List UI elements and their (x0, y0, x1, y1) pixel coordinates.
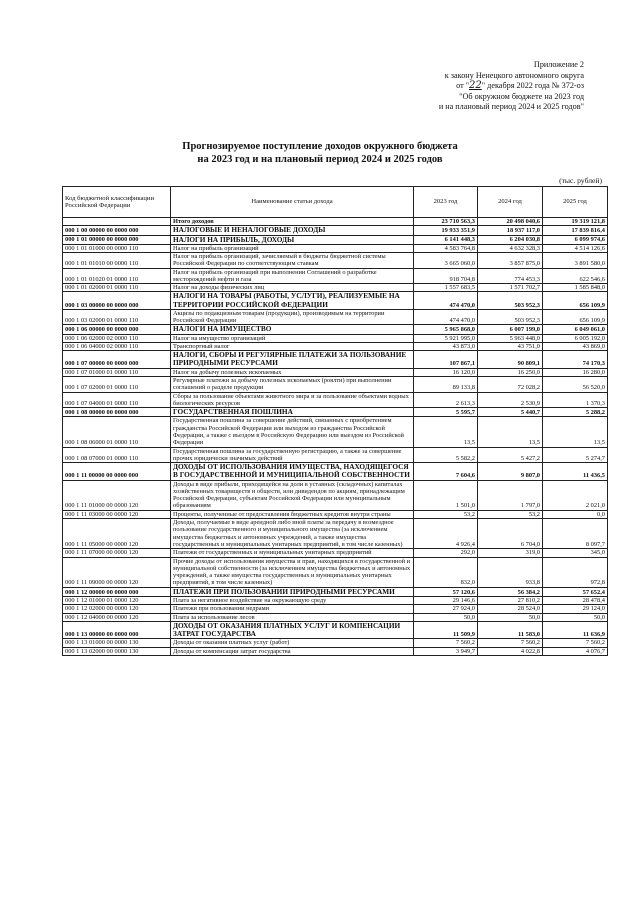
value-2023-cell: 5 582,2 (414, 447, 478, 463)
name-cell: Плата за негативное воздействие на окружающую среду (171, 596, 414, 604)
table-row (63, 621, 608, 638)
code-cell: 000 1 03 02000 01 0000 110 (63, 309, 171, 325)
value-2023-cell: 5 921 995,0 (414, 334, 478, 342)
name-cell: НАЛОГИ НА ИМУЩЕСТВО (171, 325, 414, 334)
name-cell: НАЛОГИ НА ПРИБЫЛЬ, ДОХОДЫ (171, 235, 414, 244)
value-2023-cell: 3 949,7 (414, 647, 478, 655)
value-2025-cell: 19 319 121,8 (543, 218, 608, 226)
value-2025-cell: 4 076,7 (543, 647, 608, 655)
value-2025-cell: 1 585 848,0 (543, 284, 608, 292)
value-2024-cell: 3 857 875,0 (478, 253, 543, 269)
name-cell: ДОХОДЫ ОТ ОКАЗАНИЯ ПЛАТНЫХ УСЛУГ И КОМПЕНСАЦИИ ЗАТРАТ ГОСУДАРСТВА (171, 621, 414, 638)
law-date-prefix: от " (456, 81, 470, 91)
table-row (63, 596, 608, 604)
name-cell: ДОХОДЫ ОТ ИСПОЛЬЗОВАНИЯ ИМУЩЕСТВА, НАХОДЯЩЕГОСЯ В ГОСУДАРСТВЕННОЙ И МУНИЦИПАЛЬНОЙ СОБСТВЕННОСТИ (171, 463, 414, 480)
code-cell: 000 1 12 04000 00 0000 120 (63, 613, 171, 621)
value-2025-cell: 50,0 (543, 613, 608, 621)
code-cell (63, 218, 171, 226)
column-header-code: Код бюджетной классификации Российской Федерации (63, 187, 171, 218)
value-2023-cell: 23 710 563,3 (414, 218, 478, 226)
value-2025-cell: 56 520,0 (543, 376, 608, 392)
table-row (63, 587, 608, 596)
value-2023-cell: 2 613,3 (414, 392, 478, 408)
value-2023-cell: 832,0 (414, 557, 478, 587)
appendix-label: Приложение 2 (533, 60, 584, 69)
code-cell: 000 1 01 01000 00 0000 110 (63, 244, 171, 252)
code-cell: 000 1 12 01000 01 0000 120 (63, 596, 171, 604)
table-row (63, 292, 608, 309)
value-2025-cell: 28 478,4 (543, 596, 608, 604)
table-row (63, 244, 608, 252)
code-cell: 000 1 06 02000 02 0000 110 (63, 334, 171, 342)
value-2023-cell: 4 926,4 (414, 519, 478, 549)
table-row (63, 235, 608, 244)
handwritten-day: 22 (469, 80, 482, 92)
value-2025-cell: 2 021,0 (543, 480, 608, 510)
value-2024-cell: 90 809,1 (478, 351, 543, 368)
code-cell: 000 1 01 00000 00 0000 000 (63, 235, 171, 244)
value-2024-cell: 2 530,9 (478, 392, 543, 408)
name-cell: Плата за использование лесов (171, 613, 414, 621)
value-2024-cell: 53,2 (478, 510, 543, 518)
value-2025-cell: 656 109,9 (543, 292, 608, 309)
value-2025-cell: 656 109,9 (543, 309, 608, 325)
name-cell: Государственная пошлина за совершение действий, связанных с приобретением гражданства Российской Федерации или выходом из гражданства Российской Федерации, а также с въездом в Российскую Федерацию или выездом из Российской Федерации (171, 417, 414, 447)
table-row (63, 557, 608, 587)
name-cell: НАЛОГИ, СБОРЫ И РЕГУЛЯРНЫЕ ПЛАТЕЖИ ЗА ПОЛЬЗОВАНИЕ ПРИРОДНЫМИ РЕСУРСАМИ (171, 351, 414, 368)
table-row (63, 218, 608, 226)
value-2025-cell: 43 869,0 (543, 342, 608, 350)
value-2023-cell: 13,5 (414, 417, 478, 447)
value-2024-cell: 5 427,2 (478, 447, 543, 463)
value-2025-cell: 6 005 192,0 (543, 334, 608, 342)
table-row (63, 408, 608, 417)
value-2024-cell: 933,8 (478, 557, 543, 587)
value-2025-cell: 74 170,3 (543, 351, 608, 368)
code-cell: 000 1 06 00000 00 0000 000 (63, 325, 171, 334)
value-2024-cell: 20 498 040,6 (478, 218, 543, 226)
value-2023-cell: 1 501,0 (414, 480, 478, 510)
code-cell: 000 1 12 02000 00 0000 120 (63, 605, 171, 613)
value-2024-cell: 7 560,2 (478, 639, 543, 647)
name-cell: Прочие доходы от использования имущества и прав, находящихся в государственной и муниципальной собственности (за исключением имущества бюджетных и автономных учреждений, а также имущества государственных и муниципальных унитарных предприятий, в том числе казенных) (171, 557, 414, 587)
law-title-line2: и на плановый период 2024 и 2025 годов" (438, 102, 584, 112)
value-2024-cell: 6 007 199,0 (478, 325, 543, 334)
document-title (0, 140, 640, 166)
value-2025-cell: 29 124,0 (543, 605, 608, 613)
column-header-2025: 2025 год (543, 187, 608, 218)
law-title-line1: "Об окружном бюджете на 2023 год (459, 91, 584, 101)
value-2025-cell: 0,0 (543, 510, 608, 518)
code-cell: 000 1 07 01000 01 0000 110 (63, 368, 171, 376)
value-2024-cell: 16 250,0 (478, 368, 543, 376)
title-line2: на 2023 год и на плановый период 2024 и 2025 годов (197, 154, 443, 165)
value-2023-cell: 11 509,9 (414, 621, 478, 638)
name-cell: Налог на доходы физических лиц (171, 284, 414, 292)
table-row (63, 639, 608, 647)
value-2024-cell: 43 751,0 (478, 342, 543, 350)
table-row (63, 334, 608, 342)
value-2024-cell: 503 952,3 (478, 292, 543, 309)
value-2025-cell: 5 274,7 (543, 447, 608, 463)
table-body (63, 218, 608, 656)
value-2023-cell: 53,2 (414, 510, 478, 518)
code-cell: 000 1 08 07000 01 0000 110 (63, 447, 171, 463)
value-2023-cell: 107 867,1 (414, 351, 478, 368)
value-2024-cell: 4 632 328,3 (478, 244, 543, 252)
table-row (63, 647, 608, 655)
code-cell: 000 1 13 01000 00 0000 130 (63, 639, 171, 647)
code-cell: 000 1 11 01000 00 0000 120 (63, 480, 171, 510)
value-2023-cell: 7 560,2 (414, 639, 478, 647)
value-2024-cell: 72 028,2 (478, 376, 543, 392)
value-2024-cell: 11 583,0 (478, 621, 543, 638)
value-2023-cell: 4 583 764,8 (414, 244, 478, 252)
name-cell: Регулярные платежи за добычу полезных ископаемых (роялти) при выполнении соглашений о разделе продукции (171, 376, 414, 392)
value-2024-cell: 6 704,0 (478, 519, 543, 549)
table-row (63, 480, 608, 510)
table-row (63, 549, 608, 557)
table-row (63, 392, 608, 408)
code-cell: 000 1 01 02000 01 0000 110 (63, 284, 171, 292)
table-row (63, 447, 608, 463)
name-cell: ГОСУДАРСТВЕННАЯ ПОШЛИНА (171, 408, 414, 417)
value-2023-cell: 7 604,6 (414, 463, 478, 480)
table-header-row (63, 187, 608, 218)
name-cell: Налог на прибыль организаций при выполнении Соглашений о разработке месторождений нефти и газа (171, 268, 414, 284)
value-2023-cell: 918 704,8 (414, 268, 478, 284)
value-2023-cell: 57 120,6 (414, 587, 478, 596)
code-cell: 000 1 12 00000 00 0000 000 (63, 587, 171, 596)
value-2024-cell: 1 571 702,7 (478, 284, 543, 292)
value-2023-cell: 3 665 060,0 (414, 253, 478, 269)
name-cell: Доходы в виде прибыли, приходящейся на доли в уставных (складочных) капиталах хозяйственных товариществ и обществ, или дивидендов по акциям, принадлежащим Российской Федерации, субъектам Российской Федерации или муниципальным образованиям (171, 480, 414, 510)
value-2023-cell: 16 120,0 (414, 368, 478, 376)
name-cell: Сборы за пользование объектами животного мира и за пользование объектами водных биологических ресурсов (171, 392, 414, 408)
value-2023-cell: 89 133,8 (414, 376, 478, 392)
table-row (63, 368, 608, 376)
value-2025-cell: 6 049 061,0 (543, 325, 608, 334)
value-2024-cell: 319,0 (478, 549, 543, 557)
value-2025-cell: 1 370,3 (543, 392, 608, 408)
table-row (63, 309, 608, 325)
name-cell: Акцизы по подакцизным товарам (продукции), производимым на территории Российской Федерации (171, 309, 414, 325)
table-row (63, 510, 608, 518)
value-2024-cell: 5 440,7 (478, 408, 543, 417)
code-cell: 000 1 11 07000 00 0000 120 (63, 549, 171, 557)
code-cell: 000 1 13 00000 00 0000 000 (63, 621, 171, 638)
table-row (63, 351, 608, 368)
code-cell: 000 1 06 04000 02 0000 110 (63, 342, 171, 350)
value-2024-cell: 28 524,0 (478, 605, 543, 613)
value-2025-cell: 16 280,0 (543, 368, 608, 376)
value-2024-cell: 4 022,8 (478, 647, 543, 655)
code-cell: 000 1 01 01020 01 0000 110 (63, 268, 171, 284)
value-2025-cell: 622 546,6 (543, 268, 608, 284)
table-row (63, 226, 608, 235)
code-cell: 000 1 11 05000 00 0000 120 (63, 519, 171, 549)
name-cell: Государственная пошлина за государственную регистрацию, а также за совершение прочих юридически значимых действий (171, 447, 414, 463)
table-row (63, 325, 608, 334)
value-2023-cell: 50,0 (414, 613, 478, 621)
code-cell: 000 1 11 09000 00 0000 120 (63, 557, 171, 587)
name-cell: Платежи от государственных и муниципальных унитарных предприятий (171, 549, 414, 557)
column-header-name: Наименование статьи дохода (171, 187, 414, 218)
value-2023-cell: 5 595,7 (414, 408, 478, 417)
value-2025-cell: 5 288,2 (543, 408, 608, 417)
value-2025-cell: 11 436,5 (543, 463, 608, 480)
value-2024-cell: 6 204 030,8 (478, 235, 543, 244)
value-2024-cell: 774 453,3 (478, 268, 543, 284)
name-cell: ПЛАТЕЖИ ПРИ ПОЛЬЗОВАНИИ ПРИРОДНЫМИ РЕСУРСАМИ (171, 587, 414, 596)
law-date (324, 81, 584, 92)
code-cell: 000 1 00 00000 00 0000 000 (63, 226, 171, 235)
table-row (63, 417, 608, 447)
law-reference: к закону Ненецкого автономного округа (444, 70, 584, 80)
table-row (63, 253, 608, 269)
table-row (63, 605, 608, 613)
revenue-table (62, 186, 608, 656)
value-2024-cell: 56 384,2 (478, 587, 543, 596)
value-2023-cell: 29 146,6 (414, 596, 478, 604)
name-cell: Доходы от оказания платных услуг (работ) (171, 639, 414, 647)
value-2023-cell: 19 933 351,9 (414, 226, 478, 235)
value-2023-cell: 27 924,0 (414, 605, 478, 613)
value-2024-cell: 5 963 448,0 (478, 334, 543, 342)
code-cell: 000 1 11 00000 00 0000 000 (63, 463, 171, 480)
units-label: (тыс. рублей) (559, 176, 602, 185)
code-cell: 000 1 07 02000 01 0000 110 (63, 376, 171, 392)
value-2024-cell: 9 807,0 (478, 463, 543, 480)
name-cell: Проценты, полученные от предоставления бюджетных кредитов внутри страны (171, 510, 414, 518)
code-cell: 000 1 01 01010 00 0000 110 (63, 253, 171, 269)
value-2023-cell: 43 873,0 (414, 342, 478, 350)
value-2025-cell: 4 514 126,6 (543, 244, 608, 252)
name-cell: Налог на имущество организаций (171, 334, 414, 342)
name-cell: Итого доходов (171, 218, 414, 226)
table-row (63, 376, 608, 392)
title-line1: Прогнозируемое поступление доходов окружного бюджета (182, 141, 458, 152)
column-header-2023: 2023 год (414, 187, 478, 218)
column-header-2024: 2024 год (478, 187, 543, 218)
value-2024-cell: 13,5 (478, 417, 543, 447)
value-2024-cell: 18 937 117,0 (478, 226, 543, 235)
name-cell: Доходы, получаемые в виде арендной либо иной платы за передачу в возмездное пользование государственного и муниципального имущества (за исключением имущества бюджетных и автономных учреждений, а также имущества государственных и муниципальных унитарных предприятий, в том числе казенных) (171, 519, 414, 549)
value-2023-cell: 474 470,0 (414, 309, 478, 325)
value-2025-cell: 345,0 (543, 549, 608, 557)
code-cell: 000 1 11 03000 00 0000 120 (63, 510, 171, 518)
value-2025-cell: 13,5 (543, 417, 608, 447)
value-2025-cell: 8 097,7 (543, 519, 608, 549)
value-2025-cell: 972,8 (543, 557, 608, 587)
code-cell: 000 1 13 02000 00 0000 130 (63, 647, 171, 655)
value-2023-cell: 292,0 (414, 549, 478, 557)
name-cell: НАЛОГОВЫЕ И НЕНАЛОГОВЫЕ ДОХОДЫ (171, 226, 414, 235)
value-2025-cell: 17 839 816,4 (543, 226, 608, 235)
appendix-header (324, 60, 584, 113)
value-2024-cell: 27 810,2 (478, 596, 543, 604)
value-2023-cell: 6 141 448,3 (414, 235, 478, 244)
code-cell: 000 1 08 06000 01 0000 110 (63, 417, 171, 447)
value-2024-cell: 50,0 (478, 613, 543, 621)
code-cell: 000 1 07 04000 01 0000 110 (63, 392, 171, 408)
value-2025-cell: 57 652,4 (543, 587, 608, 596)
code-cell: 000 1 03 00000 00 0000 000 (63, 292, 171, 309)
value-2024-cell: 503 952,3 (478, 309, 543, 325)
code-cell: 000 1 07 00000 00 0000 000 (63, 351, 171, 368)
value-2025-cell: 11 636,9 (543, 621, 608, 638)
table-row (63, 463, 608, 480)
name-cell: Налог на прибыль организаций, зачисляемый в бюджеты бюджетной системы Российской Федерации по соответствующим ставкам (171, 253, 414, 269)
name-cell: Налог на прибыль организаций (171, 244, 414, 252)
name-cell: Доходы от компенсации затрат государства (171, 647, 414, 655)
value-2025-cell: 6 099 974,6 (543, 235, 608, 244)
value-2024-cell: 1 797,0 (478, 480, 543, 510)
name-cell: Платежи при пользовании недрами (171, 605, 414, 613)
table-row (63, 519, 608, 549)
code-cell: 000 1 08 00000 00 0000 000 (63, 408, 171, 417)
value-2023-cell: 5 965 868,0 (414, 325, 478, 334)
name-cell: Налог на добычу полезных ископаемых (171, 368, 414, 376)
name-cell: НАЛОГИ НА ТОВАРЫ (РАБОТЫ, УСЛУГИ), РЕАЛИЗУЕМЫЕ НА ТЕРРИТОРИИ РОССИЙСКОЙ ФЕДЕРАЦИИ (171, 292, 414, 309)
value-2023-cell: 474 470,0 (414, 292, 478, 309)
value-2025-cell: 3 891 580,0 (543, 253, 608, 269)
value-2025-cell: 7 560,2 (543, 639, 608, 647)
name-cell: Транспортный налог (171, 342, 414, 350)
law-date-suffix: " декабря 2022 года № 372-оз (481, 81, 584, 91)
value-2023-cell: 1 557 683,5 (414, 284, 478, 292)
table-row (63, 268, 608, 284)
